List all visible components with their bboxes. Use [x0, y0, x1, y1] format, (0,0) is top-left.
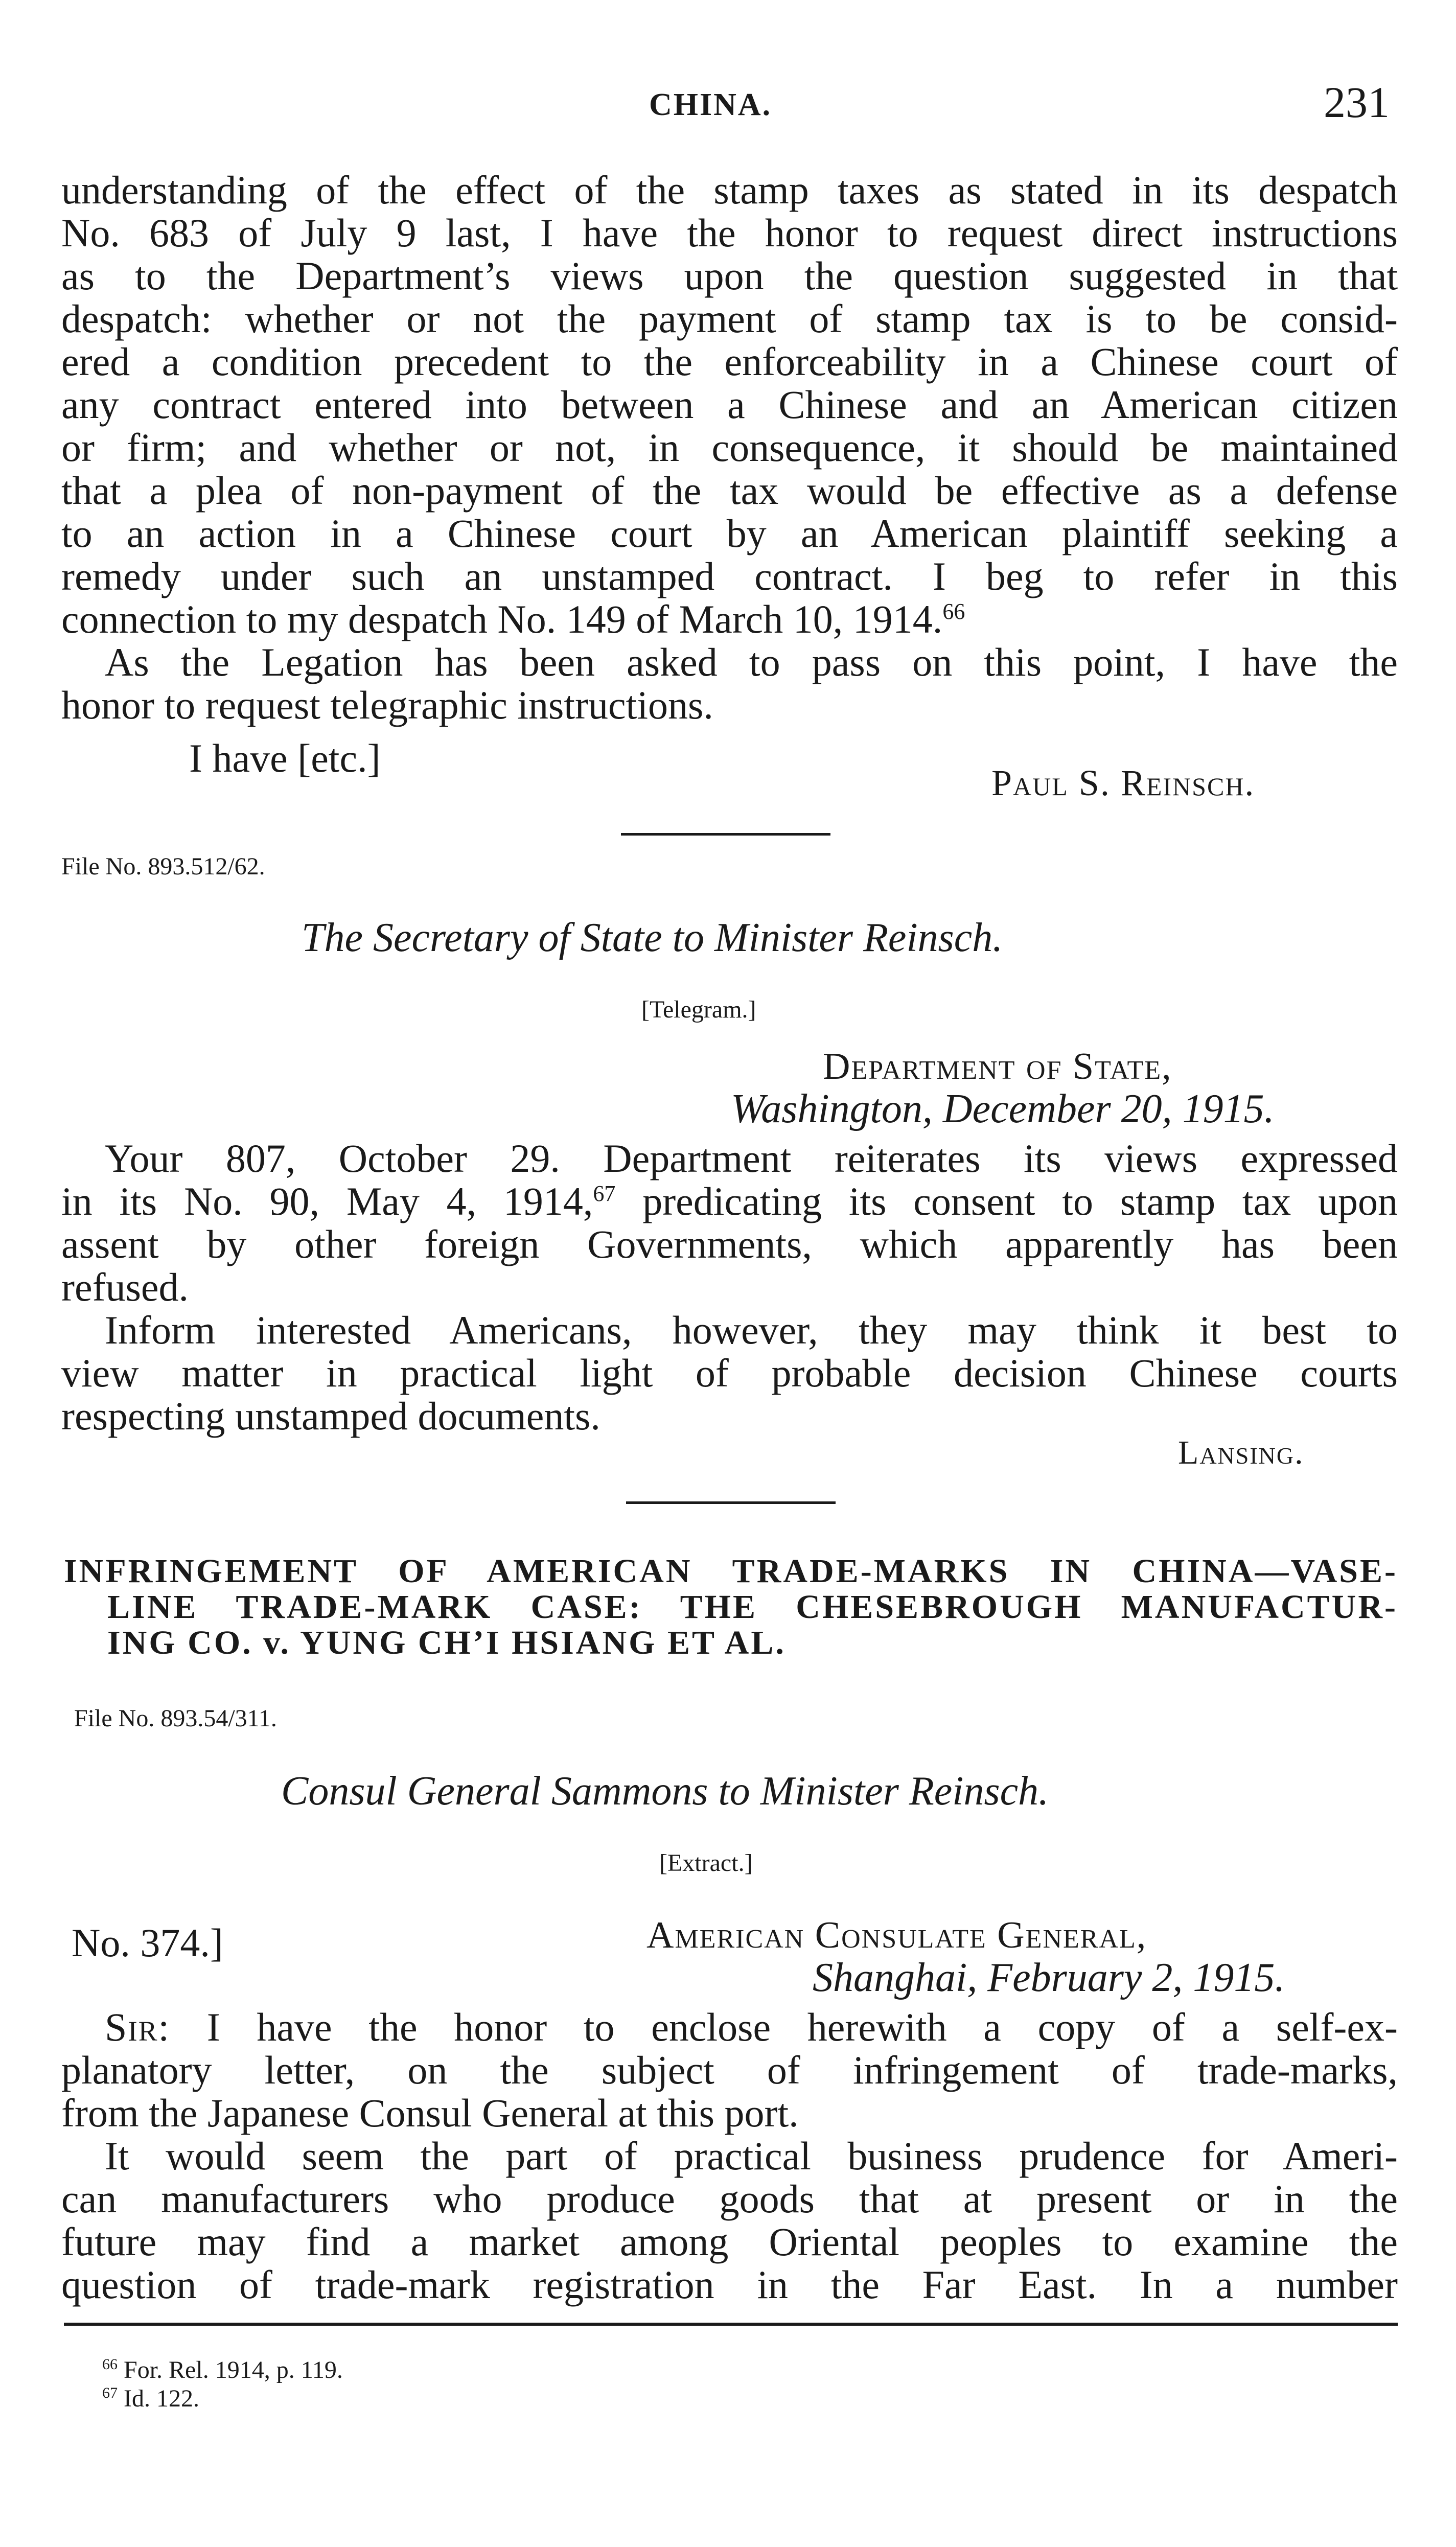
text-line: As the Legation has been asked to pass on this point, I have the: [105, 640, 1398, 684]
text-line: any contract entered into between a Chinese and an American citizen: [61, 382, 1398, 427]
signature-lansing: Lansing.: [1178, 1434, 1304, 1471]
text-line: No. 683 of July 9 last, I have the honor to request direct instructions: [61, 211, 1398, 255]
footnote-divider: [64, 2323, 1398, 2326]
divider: [626, 1501, 836, 1504]
signature-reinsch: Paul S. Reinsch.: [991, 762, 1255, 803]
heading-line: ING CO. v. YUNG CH’I HSIANG ET AL.: [107, 1624, 786, 1661]
text-line: from the Japanese Consul General at this port.: [61, 2091, 799, 2135]
divider: [621, 833, 830, 836]
text-line: Inform interested Americans, however, they may think it best to: [105, 1308, 1398, 1352]
footnotes: [102, 2356, 343, 2413]
place-line: American Consulate General,: [646, 1914, 1147, 1956]
text-line: [61, 2006, 1398, 2049]
document-type: [Extract.]: [659, 1849, 753, 1877]
text-line: as to the Department’s views upon the question suggested in that: [61, 253, 1398, 298]
document-title: The Secretary of State to Minister Reinsch.: [302, 915, 1003, 960]
text-segment: in its No. 90, May 4, 1914,: [61, 1179, 593, 1223]
text-line: respecting unstamped documents.: [61, 1394, 600, 1438]
file-number: File No. 893.512/62.: [61, 853, 265, 880]
telegram-paragraph: [61, 1137, 1398, 1438]
place-line: Department of State,: [823, 1046, 1172, 1087]
text-line: or firm; and whether or not, in consequence, it should be maintained: [61, 425, 1398, 470]
footnote: [102, 2384, 343, 2413]
text-line: can manufacturers who produce goods that at present or in the: [61, 2176, 1398, 2221]
heading-line: INFRINGEMENT OF AMERICAN TRADE-MARKS IN CHINA—VASE-: [64, 1553, 1398, 1590]
text-line: question of trade-mark registration in the Far East. In a number: [61, 2262, 1398, 2307]
text-line: connection to my despatch No. 149 of March 10, 1914.: [61, 597, 943, 641]
footnote-text: Id. 122.: [124, 2385, 199, 2412]
text-line: future may find a market among Oriental peoples to examine the: [61, 2219, 1398, 2264]
footnote-number: 66: [102, 2356, 118, 2373]
text-line: [61, 1180, 1398, 1223]
salutation: Sir:: [105, 2005, 171, 2049]
section-heading: [64, 1554, 1398, 1661]
text-line: understanding of the effect of the stamp taxes as stated in its despatch: [61, 168, 1398, 212]
footnote-ref: 66: [942, 599, 965, 624]
text-line: Your 807, October 29. Department reiterates its views expressed: [105, 1136, 1398, 1180]
heading-line: LINE TRADE-MARK CASE: THE CHESEBROUGH MANUFACTUR-: [107, 1588, 1398, 1626]
text-line: refused.: [61, 1265, 189, 1309]
file-number: File No. 893.54/311.: [74, 1705, 277, 1732]
text-line: planatory letter, on the subject of infringement of trade-marks,: [61, 2048, 1398, 2092]
text-line: that a plea of non-payment of the tax would be effective as a defense: [61, 468, 1398, 513]
text-segment: I have the honor to enclose herewith a copy of a self-ex-: [170, 2005, 1398, 2049]
text-line: view matter in practical light of probable decision Chinese courts: [61, 1351, 1398, 1395]
footnote-ref: 67: [593, 1181, 616, 1206]
text-line: despatch: whether or not the payment of stamp tax is to be consid-: [61, 296, 1398, 341]
continuation-paragraph: [61, 169, 1398, 727]
date-line: Shanghai, February 2, 1915.: [813, 1955, 1285, 2000]
text-line: honor to request telegraphic instructions.: [61, 683, 713, 727]
text-line: ered a condition precedent to the enforceability in a Chinese court of: [61, 339, 1398, 384]
text-line: [61, 598, 1398, 641]
footnote: [102, 2356, 343, 2384]
document-title: Consul General Sammons to Minister Reinsch.: [281, 1769, 1049, 1814]
text-line: to an action in a Chinese court by an American plaintiff seeking a: [61, 511, 1398, 555]
document-type: [Telegram.]: [641, 996, 756, 1023]
page-number: 231: [1324, 78, 1390, 127]
date-line: Washington, December 20, 1915.: [731, 1086, 1275, 1131]
text-line: remedy under such an unstamped contract. I beg to refer in this: [61, 554, 1398, 598]
consul-letter-paragraph: [61, 2006, 1398, 2306]
running-title: CHINA.: [649, 87, 772, 122]
despatch-number: No. 374.]: [72, 1920, 223, 1965]
text-line: It would seem the part of practical business prudence for Ameri-: [105, 2134, 1398, 2178]
text-line: assent by other foreign Governments, which apparently has been: [61, 1222, 1398, 1266]
closing: I have [etc.]: [189, 736, 381, 780]
footnote-text: For. Rel. 1914, p. 119.: [124, 2356, 343, 2383]
text-segment: predicating its consent to stamp tax upon: [615, 1179, 1398, 1223]
footnote-number: 67: [102, 2384, 118, 2401]
running-header: [0, 77, 1456, 133]
